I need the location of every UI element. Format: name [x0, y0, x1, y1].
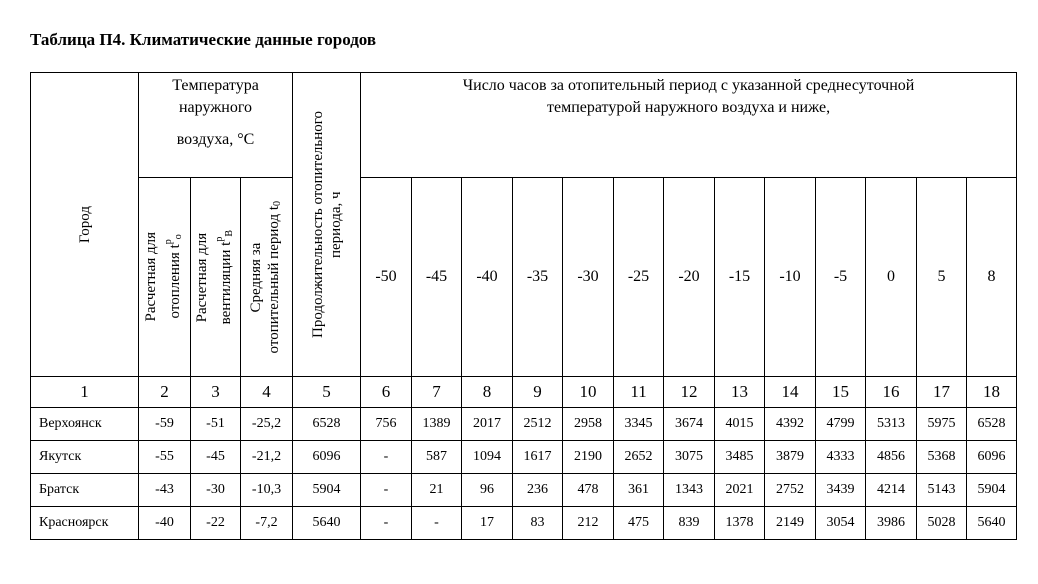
table-cell: 2021 [715, 474, 765, 507]
table-cell: - [361, 507, 412, 540]
table-cell: -21,2 [241, 441, 293, 474]
table-cell: 4392 [765, 408, 816, 441]
table-cell: - [361, 474, 412, 507]
table-cell: 5143 [917, 474, 967, 507]
column-number-cell: 7 [412, 377, 462, 408]
table-cell: -7,2 [241, 507, 293, 540]
temperature-header-line3: воздуха, °С [176, 131, 255, 148]
city-header [31, 73, 139, 377]
column-number-cell: 16 [866, 377, 917, 408]
table-cell: 5640 [293, 507, 361, 540]
table-cell: 212 [563, 507, 614, 540]
hours-header-line2: температурой наружного воздуха и ниже, [546, 99, 831, 116]
table-cell: 1094 [462, 441, 513, 474]
table-cell: 5028 [917, 507, 967, 540]
table-cell: 839 [664, 507, 715, 540]
table-cell: 1378 [715, 507, 765, 540]
table-cell: 1389 [412, 408, 462, 441]
table-cell: 5975 [917, 408, 967, 441]
table-cell: 5313 [866, 408, 917, 441]
column-number-cell: 3 [191, 377, 241, 408]
table-cell: -45 [191, 441, 241, 474]
table-cell: 478 [563, 474, 614, 507]
column-number-cell: 10 [563, 377, 614, 408]
table-row [31, 441, 1017, 474]
table-cell: 6096 [967, 441, 1017, 474]
column-number-cell: 18 [967, 377, 1017, 408]
column-number-cell: 5 [293, 377, 361, 408]
column-number-cell: 14 [765, 377, 816, 408]
table-cell: -40 [139, 507, 191, 540]
city-name-cell: Красноярск [31, 507, 139, 540]
table-cell: 83 [513, 507, 563, 540]
table-cell: 2652 [614, 441, 664, 474]
table-cell: 4333 [816, 441, 866, 474]
table-title: Таблица П4. Климатические данные городов [30, 30, 377, 49]
table-cell: 3054 [816, 507, 866, 540]
temp-header-cell: -40 [462, 178, 513, 377]
table-cell: - [412, 507, 462, 540]
hours-group-header [361, 73, 1017, 178]
table-cell: -43 [139, 474, 191, 507]
temp-header-cell: -20 [664, 178, 715, 377]
column-number-cell: 9 [513, 377, 563, 408]
column-number-cell: 1 [31, 377, 139, 408]
table-cell: 587 [412, 441, 462, 474]
temp-header-cell: 5 [917, 178, 967, 377]
temp-header-cell: -50 [361, 178, 412, 377]
table-cell: 3439 [816, 474, 866, 507]
table-cell: 2958 [563, 408, 614, 441]
table-cell: 3879 [765, 441, 816, 474]
climate-data-table [30, 72, 1017, 540]
table-cell: 236 [513, 474, 563, 507]
temp-header-cell: -10 [765, 178, 816, 377]
table-cell: 756 [361, 408, 412, 441]
table-cell: 2017 [462, 408, 513, 441]
temp-header-cell: -35 [513, 178, 563, 377]
heating-calc-header: Расчетная для отопления $t^р_о$ [139, 178, 191, 377]
temp-header-cell: -15 [715, 178, 765, 377]
table-cell: 4214 [866, 474, 917, 507]
table-cell: - [361, 441, 412, 474]
table-cell: -10,3 [241, 474, 293, 507]
temperature-header-line1: Температура [172, 77, 259, 94]
column-number-cell: 8 [462, 377, 513, 408]
table-cell: 2149 [765, 507, 816, 540]
table-cell: 1617 [513, 441, 563, 474]
temp-header-cell: 8 [967, 178, 1017, 377]
hours-header-line1: Число часов за отопительный период с указанной среднесуточной [462, 77, 915, 94]
table-cell: 3075 [664, 441, 715, 474]
table-cell: 4799 [816, 408, 866, 441]
table-cell: 475 [614, 507, 664, 540]
table-cell: 5904 [293, 474, 361, 507]
column-number-cell: 4 [241, 377, 293, 408]
temp-header-cell: -45 [412, 178, 462, 377]
duration-header-text: Продолжительность отопительного периода, ч [309, 110, 344, 338]
table-cell: 2190 [563, 441, 614, 474]
table-cell: 6528 [967, 408, 1017, 441]
column-number-row [31, 377, 1017, 408]
column-number-cell: 17 [917, 377, 967, 408]
table-row [31, 507, 1017, 540]
city-name-cell: Якутск [31, 441, 139, 474]
table-cell: -30 [191, 474, 241, 507]
header-row-sub [31, 178, 1017, 377]
table-cell: 5640 [967, 507, 1017, 540]
average-heating-temp-header: Средняя за отопительный период $t_0$ [241, 178, 293, 377]
table-row [31, 408, 1017, 441]
table-cell: 17 [462, 507, 513, 540]
column-number-cell: 15 [816, 377, 866, 408]
table-cell: 3485 [715, 441, 765, 474]
table-cell: -22 [191, 507, 241, 540]
header-row-top [31, 73, 1017, 178]
table-cell: 5904 [967, 474, 1017, 507]
table-cell: 3674 [664, 408, 715, 441]
table-cell: -55 [139, 441, 191, 474]
city-header-text: Город [76, 205, 93, 244]
city-name-cell: Верхоянск [31, 408, 139, 441]
column-number-cell: 13 [715, 377, 765, 408]
table-cell: 6096 [293, 441, 361, 474]
table-cell: 3345 [614, 408, 664, 441]
column-number-cell: 12 [664, 377, 715, 408]
table-cell: 6528 [293, 408, 361, 441]
temp-header-cell: -30 [563, 178, 614, 377]
table-cell: 4015 [715, 408, 765, 441]
table-cell: 2512 [513, 408, 563, 441]
table-cell: 21 [412, 474, 462, 507]
table-cell: 4856 [866, 441, 917, 474]
temp-header-cell: -25 [614, 178, 664, 377]
table-cell: 3986 [866, 507, 917, 540]
temperature-group-header [139, 73, 293, 178]
table-row [31, 474, 1017, 507]
temp-header-cell: -5 [816, 178, 866, 377]
table-cell: -59 [139, 408, 191, 441]
table-cell: 2752 [765, 474, 816, 507]
column-number-cell: 6 [361, 377, 412, 408]
duration-header [293, 73, 361, 377]
column-number-cell: 2 [139, 377, 191, 408]
table-cell: 361 [614, 474, 664, 507]
table-cell: 96 [462, 474, 513, 507]
city-name-cell: Братск [31, 474, 139, 507]
table-cell: -25,2 [241, 408, 293, 441]
table-cell: -51 [191, 408, 241, 441]
table-cell: 5368 [917, 441, 967, 474]
ventilation-calc-header: Расчетная для вентиляции $t^р_В$ [191, 178, 241, 377]
table-cell: 1343 [664, 474, 715, 507]
column-number-cell: 11 [614, 377, 664, 408]
temp-header-cell: 0 [866, 178, 917, 377]
temperature-header-line2: наружного [178, 99, 253, 116]
